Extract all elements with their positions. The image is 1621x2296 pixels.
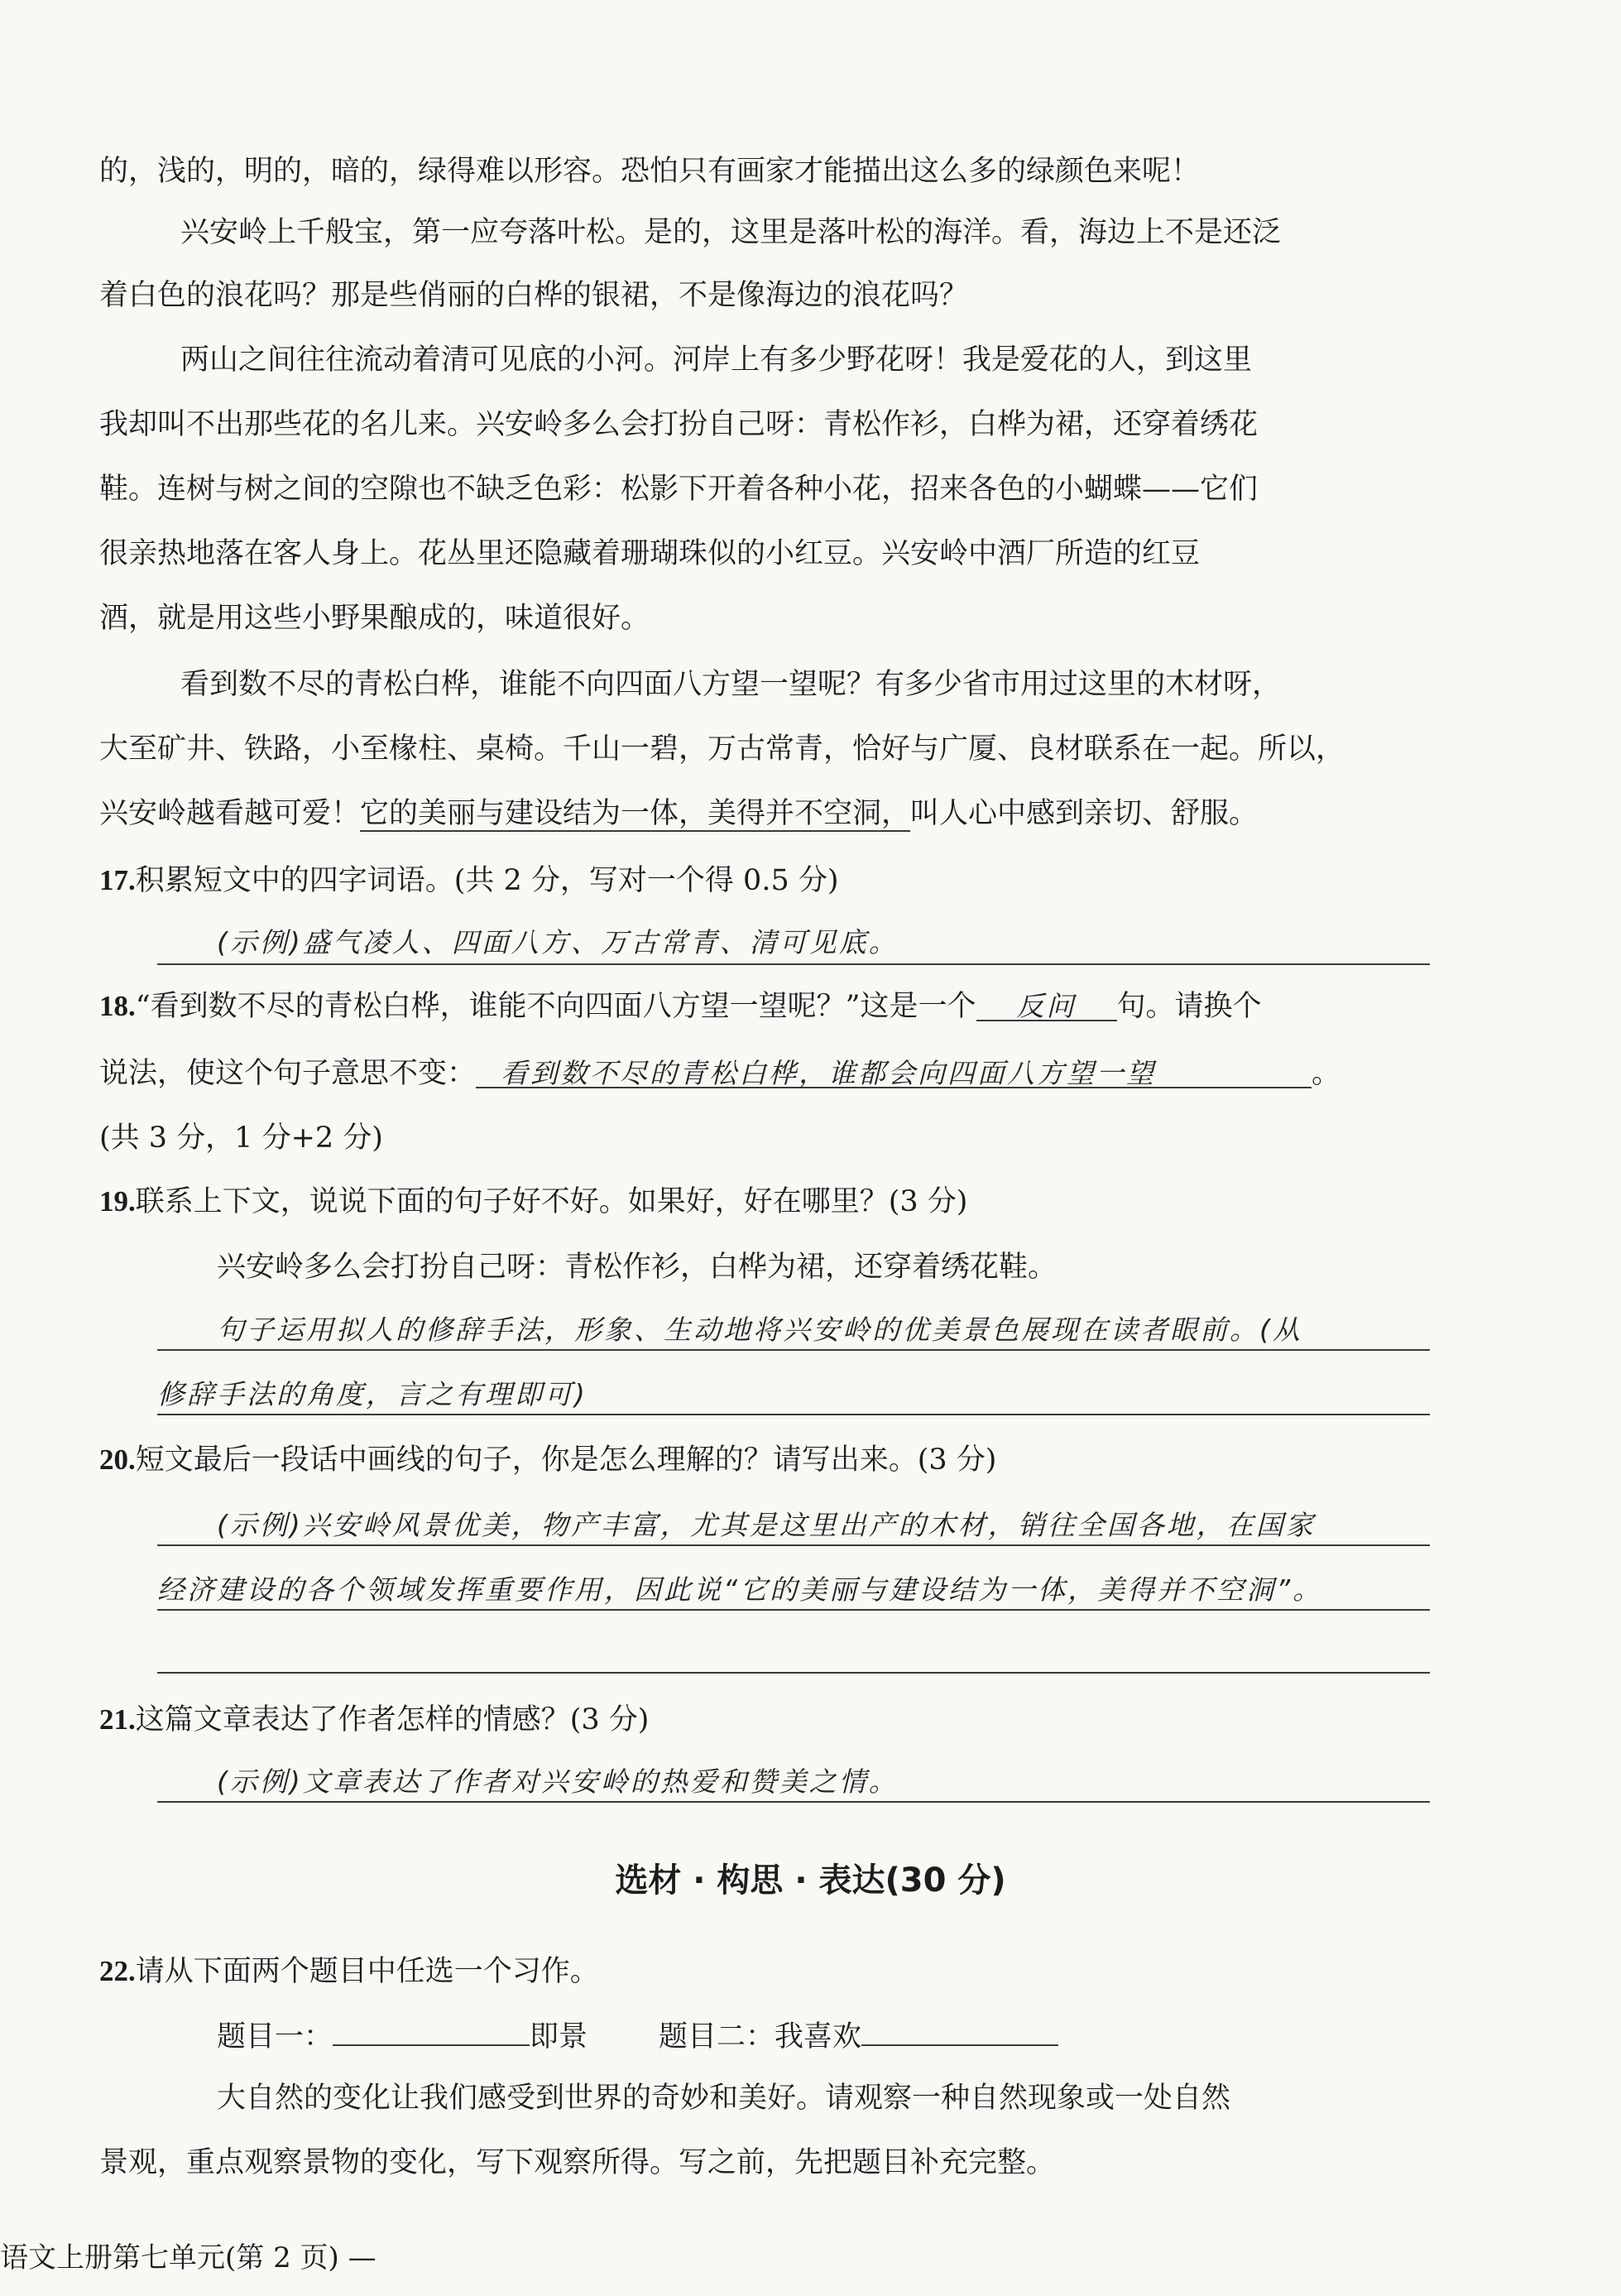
question-17 [99,866,839,896]
question-number: 18. [99,990,136,1022]
question-text: 积累短文中的四字词语。(共 2 分，写对一个得 0.5 分) [135,864,839,897]
passage-line: 的，浅的，明的，暗的，绿得难以形容。恐怕只有画家才能描出这么多的绿颜色来呢！ [99,155,1201,188]
answer-21: (示例)文章表达了作者对兴安岭的热爱和赞美之情。 [217,1765,899,1798]
topic-1-suffix: 即景 [530,2020,588,2053]
quoted-sentence: 兴安岭多么会打扮自己呀：青松作衫，白桦为裙，还穿着绣花鞋。 [217,1251,1057,1284]
question-text: 这篇文章表达了作者怎样的情感？(3 分) [135,1703,650,1736]
topic-1-label: 题目一： [217,2020,333,2053]
passage-line: 我却叫不出那些花的名儿来。兴安岭多么会打扮自己呀：青松作衫，白桦为裙，还穿着绣花 [99,408,1259,441]
answer-line [157,1801,1430,1803]
answer-line [157,963,1430,965]
section-title: 选材 · 构思 · 表达(30 分) [615,1861,1006,1900]
topic-options [217,2020,1058,2052]
passage-line: 两山之间往往流动着清可见底的小河。河岸上有多少野花呀！我是爱花的人，到这里 [180,343,1253,377]
passage-line: 大至矿井、铁路，小至椽柱、桌椅。千山一碧，万古常青，恰好与广厦、良材联系在一起。所以， [99,733,1345,766]
underlined-sentence: 它的美丽与建设结为一体，美得并不空洞， [360,797,911,830]
instruction-line: 景观，重点观察景物的变化，写下观察所得。写之前，先把题目补充完整。 [99,2146,1056,2179]
answer-19-line2: 修辞手法的角度，言之有理即可) [157,1378,587,1410]
question-number: 21. [99,1703,136,1736]
topic-1-blank[interactable] [333,2020,530,2046]
question-text: 请从下面两个题目中任选一个习作。 [135,1955,599,1988]
passage-line: 兴安岭上千般宝，第一应夸落叶松。是的，这里是落叶松的海洋。看，海边上不是还泛 [180,216,1282,249]
question-18-score: (共 3 分，1 分+2 分) [99,1122,383,1155]
question-number: 20. [99,1443,136,1476]
passage-line: 鞋。连树与树之间的空隙也不缺乏色彩：松影下开着各种小花，招来各色的小蝴蝶——它们 [99,473,1259,506]
answer-blank-2: 看到数不尽的青松白桦，谁都会向四面八方望一望 [476,1059,1312,1088]
answer-blank-1: 反问 [976,992,1117,1021]
answer-20-line1: (示例)兴安岭风景优美，物产丰富，尤其是这里出产的木材，销往全国各地，在国家 [217,1509,1316,1541]
answer-20-line2: 经济建设的各个领域发挥重要作用，因此说“它的美丽与建设结为一体，美得并不空洞”。 [157,1573,1323,1606]
question-22 [99,1957,599,1986]
passage-text: 叫人心中感到亲切、舒服。 [910,797,1259,830]
question-text: 句。请换个 [1116,990,1262,1023]
question-text: 短文最后一段话中画线的句子，你是怎么理解的？请写出来。(3 分) [135,1443,997,1477]
question-20 [99,1445,996,1475]
instruction-line: 大自然的变化让我们感受到世界的奇妙和美好。请观察一种自然现象或一处自然 [217,2082,1231,2115]
passage-line: 看到数不尽的青松白桦，谁能不向四面八方望一望呢？有多少省市用过这里的木材呀， [180,668,1282,701]
answer-17: (示例)盛气凌人、四面八方、万古常青、清可见底。 [217,926,899,958]
question-number: 22. [99,1955,136,1987]
question-18-line2 [99,1059,1340,1088]
answer-line [157,1672,1430,1674]
question-text: “看到数不尽的青松白桦，谁能不向四面八方望一望呢？”这是一个 [135,990,976,1023]
passage-line: 酒，就是用这些小野果酿成的，味道很好。 [99,602,650,635]
answer-line [157,1349,1430,1351]
answer-line [157,1414,1430,1415]
answer-line [157,1609,1430,1611]
answer-line [157,1544,1430,1546]
passage-line: 很亲热地落在客人身上。花丛里还隐藏着珊瑚珠似的小红豆。兴安岭中酒厂所造的红豆 [99,537,1201,570]
passage-line: 着白色的浪花吗？那是些俏丽的白桦的银裙，不是像海边的浪花吗？ [99,279,969,312]
passage-text: 兴安岭越看越可爱！ [99,797,361,830]
topic-2-blank[interactable] [861,2020,1058,2046]
answer-19-line1: 句子运用拟人的修辞手法，形象、生动地将兴安岭的优美景色展现在读者眼前。(从 [217,1314,1302,1346]
passage-last-line [99,797,1259,830]
question-text: 。 [1312,1057,1341,1090]
topic-2-label: 题目二：我喜欢 [659,2020,862,2053]
page-footer: 语文上册第七单元(第 2 页) — [0,2241,376,2274]
question-number: 17. [99,864,136,896]
question-19 [99,1187,967,1217]
question-21 [99,1705,649,1735]
question-number: 19. [99,1185,136,1218]
question-text: 说法，使这个句子意思不变： [99,1057,477,1090]
question-text: 联系上下文，说说下面的句子好不好。如果好，好在哪里？(3 分) [135,1185,968,1218]
question-18 [99,992,1262,1021]
